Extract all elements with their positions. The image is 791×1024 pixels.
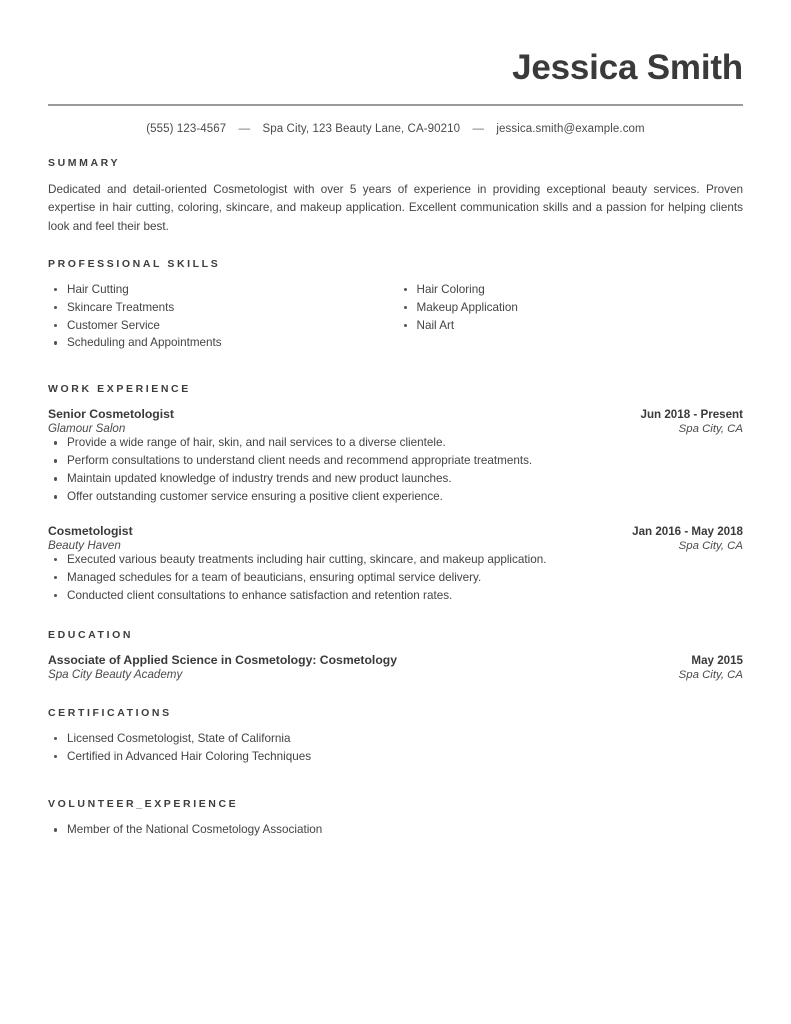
summary-text: Dedicated and detail-oriented Cosmetologist with over 5 years of experience in providing exceptional beauty services. Proven expertise in hair cutting, coloring, skincare, and makeup application. Excellent communication skills and a passion for helping clients look and feel their best. [48, 183, 743, 233]
skills-list-left [48, 282, 396, 351]
company-name: Beauty Haven [48, 538, 121, 552]
contact-separator-2: — [472, 123, 485, 136]
list-item: Maintain updated knowledge of industry trends and new product launches. [48, 471, 743, 486]
section-certifications [48, 707, 743, 764]
section-summary [48, 157, 743, 235]
section-title-education: EDUCATION [48, 628, 134, 641]
volunteer-list [48, 822, 743, 837]
work-entry-header [48, 407, 743, 421]
education-date: May 2015 [691, 653, 743, 667]
work-entry-header [48, 524, 743, 538]
section-title-volunteer-experience: VOLUNTEER_EXPERIENCE [48, 798, 239, 811]
resume-header [48, 48, 743, 135]
work-entry [48, 524, 743, 603]
work-entry-bullets [48, 552, 743, 603]
list-item: Licensed Cosmetologist, State of California [48, 731, 743, 746]
company-name: Glamour Salon [48, 422, 126, 436]
section-work-experience [48, 383, 743, 603]
section-education [48, 629, 743, 681]
skills-columns [48, 282, 743, 354]
work-entry-bullets [48, 435, 743, 504]
list-item: Conducted client consultations to enhance satisfaction and retention rates. [48, 588, 743, 603]
section-title-professional-skills: PROFESSIONAL SKILLS [48, 257, 221, 270]
list-item: Certified in Advanced Hair Coloring Techniques [48, 749, 743, 764]
candidate-name: Jessica Smith [512, 48, 743, 87]
list-item: Offer outstanding customer service ensuring a positive client experience. [48, 489, 743, 504]
school-name: Spa City Beauty Academy [48, 667, 183, 681]
work-entry [48, 407, 743, 504]
contact-line [48, 114, 743, 135]
list-item: Customer Service [48, 318, 396, 333]
list-item: Perform consultations to understand client needs and recommend appropriate treatments. [48, 453, 743, 468]
certifications-list [48, 731, 743, 764]
list-item: Nail Art [398, 318, 744, 333]
list-item: Makeup Application [398, 300, 744, 315]
contact-phone: (555) 123-4567 [146, 123, 227, 136]
job-location: Spa City, CA [678, 539, 743, 552]
contact-separator-1: — [238, 123, 251, 136]
section-title-summary: SUMMARY [48, 157, 121, 170]
list-item: Executed various beauty treatments including hair cutting, skincare, and makeup application. [48, 552, 743, 567]
job-title: Senior Cosmetologist [48, 407, 174, 422]
list-item: Skincare Treatments [48, 300, 396, 315]
work-entry-subheader [48, 539, 743, 552]
section-professional-skills [48, 258, 743, 354]
skills-list-right [398, 282, 744, 333]
section-volunteer-experience [48, 798, 743, 837]
job-title: Cosmetologist [48, 523, 133, 538]
list-item: Hair Coloring [398, 282, 744, 297]
header-divider [48, 104, 743, 106]
section-title-work-experience: WORK EXPERIENCE [48, 383, 191, 396]
skills-column-left [48, 282, 396, 354]
list-item: Scheduling and Appointments [48, 335, 396, 350]
section-title-certifications: CERTIFICATIONS [48, 706, 172, 719]
skills-column-right [396, 282, 744, 354]
education-entry-subheader [48, 668, 743, 681]
list-item: Provide a wide range of hair, skin, and nail services to a diverse clientele. [48, 435, 743, 450]
education-location: Spa City, CA [678, 668, 743, 681]
job-location: Spa City, CA [678, 423, 743, 436]
job-date-range: Jan 2016 - May 2018 [632, 524, 743, 538]
job-date-range: Jun 2018 - Present [640, 408, 743, 422]
degree-title: Associate of Applied Science in Cosmetology: Cosmetology [48, 652, 397, 667]
list-item: Managed schedules for a team of beauticians, ensuring optimal service delivery. [48, 570, 743, 585]
work-entry-subheader [48, 422, 743, 435]
list-item: Hair Cutting [48, 282, 396, 297]
list-item: Member of the National Cosmetology Association [48, 822, 743, 837]
contact-email: jessica.smith@example.com [496, 123, 645, 136]
education-entry [48, 653, 743, 681]
education-entry-header [48, 653, 743, 667]
contact-address: Spa City, 123 Beauty Lane, CA-90210 [262, 123, 461, 136]
